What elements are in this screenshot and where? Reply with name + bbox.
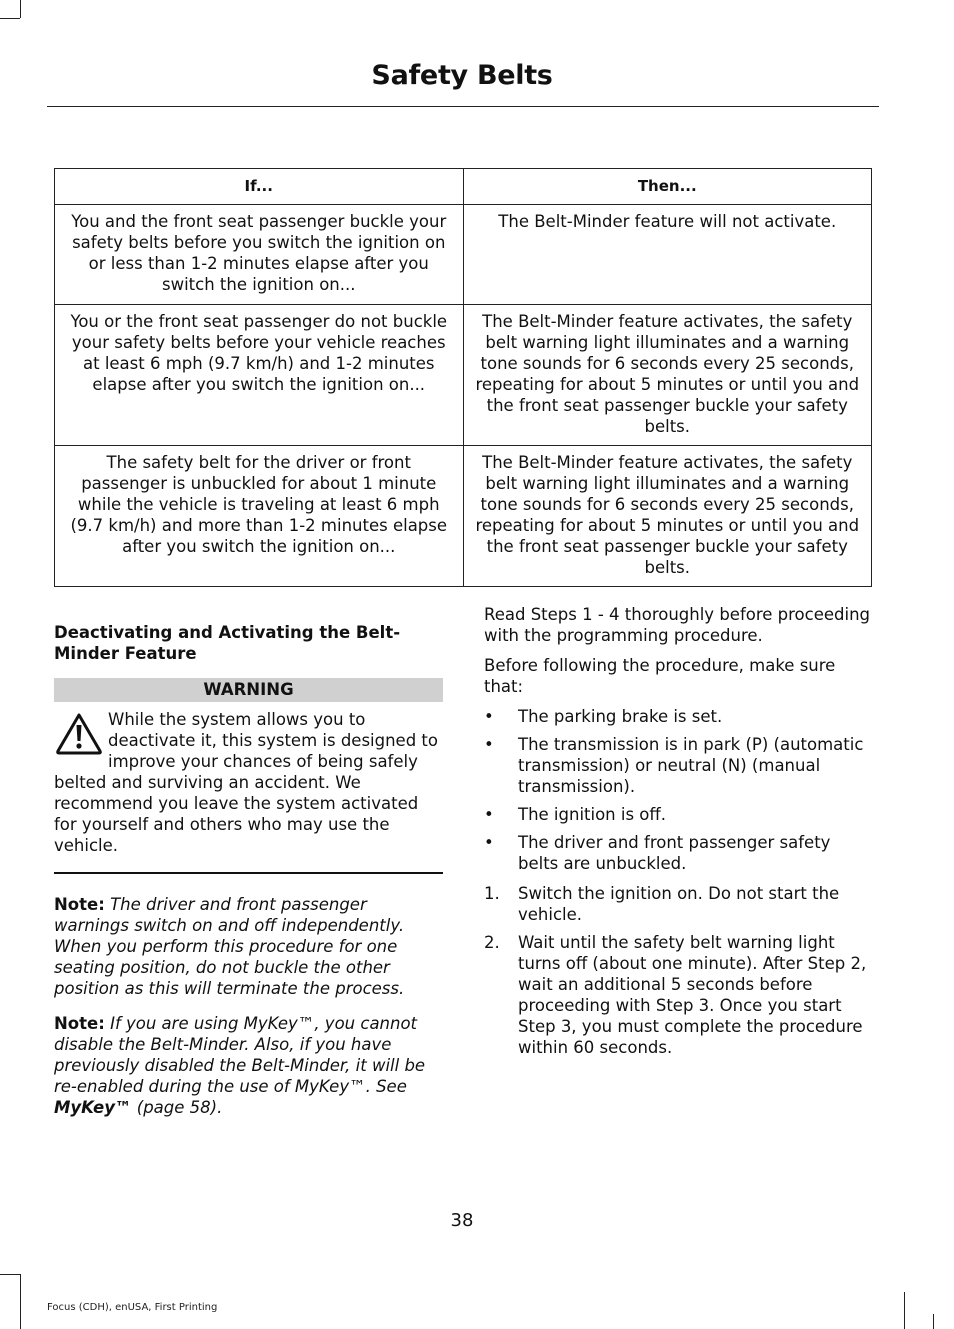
note-label: Note:	[54, 1014, 105, 1033]
crop-mark	[20, 1274, 21, 1329]
note-text: The driver and front passenger warnings switch on and off independently. When you perform this procedure for one seating position, do not buckle the other position as this will terminate the process.	[54, 895, 405, 998]
belt-minder-table	[54, 168, 872, 587]
step-number: 2.	[484, 933, 500, 952]
list-item: • The parking brake is set.	[484, 707, 723, 726]
warning-triangle-icon	[54, 711, 104, 757]
table-header-if: If...	[55, 169, 464, 205]
crop-mark	[904, 1292, 905, 1329]
table-cell-if: The safety belt for the driver or front passenger is unbuckled for about 1 minute while the vehicle is traveling at least 6 mph (9.7 km/h) and more than 1-2 minutes elapse after you switch the ignition on...	[55, 446, 464, 587]
table-row	[55, 205, 872, 305]
table-cell-if: You and the front seat passenger buckle your safety belts before you switch the ignition on or less than 1-2 minutes elapse after you switch the ignition on...	[55, 205, 464, 305]
warning-label: WARNING	[54, 678, 443, 702]
crop-mark	[0, 1274, 20, 1275]
table-cell-if: You or the front seat passenger do not buckle your safety belts before your vehicle reaches at least 6 mph (9.7 km/h) and 1-2 minutes elapse after you switch the ignition on...	[55, 305, 464, 446]
note-text: If you are using MyKey™, you cannot disable the Belt-Minder. Also, if you have previously disabled the Belt-Minder, it will be re-enabled during the use of MyKey™. See	[54, 1014, 426, 1096]
list-item: • The transmission is in park (P) (automatic transmission) or neutral (N) (manual transmission).	[484, 735, 864, 796]
table-header-then: Then...	[463, 169, 872, 205]
procedure-precondition: Before following the procedure, make sure that:	[484, 656, 836, 696]
table-row	[55, 305, 872, 446]
table-cell-then: The Belt-Minder feature activates, the safety belt warning light illuminates and a warning tone sounds for 6 seconds every 25 seconds, repeating for about 5 minutes or until you and the front seat passenger buckle your safety belts.	[463, 305, 872, 446]
table-row	[55, 446, 872, 587]
list-item: • The ignition is off.	[484, 805, 667, 824]
note-independent-warnings	[54, 894, 443, 999]
right-column	[484, 604, 874, 1065]
bullet-mark: •	[484, 833, 494, 852]
title-divider	[47, 106, 879, 107]
page-number: 38	[450, 1210, 474, 1231]
left-column	[54, 622, 443, 1118]
step-number: 1.	[484, 884, 500, 903]
precondition-list	[484, 706, 874, 874]
mykey-link[interactable]: MyKey™	[54, 1098, 132, 1117]
table-cell-then: The Belt-Minder feature will not activate.	[463, 205, 872, 305]
crop-mark	[20, 0, 21, 18]
procedure-intro: Read Steps 1 - 4 thoroughly before proceeding with the programming procedure.	[484, 605, 871, 645]
table-header-row	[55, 169, 872, 205]
note-label: Note:	[54, 895, 105, 914]
list-item: 1. Switch the ignition on. Do not start the vehicle.	[484, 884, 840, 924]
crop-mark	[0, 18, 20, 19]
footer-text: Focus (CDH), enUSA, First Printing	[47, 1302, 218, 1313]
page-reference: (page 58).	[136, 1098, 223, 1117]
warning-text: While the system allows you to deactivate it, this system is designed to improve your chances of being safely belted and surviving an accident. We recommend you leave the system activated for yourself and others who may use the vehicle.	[54, 710, 438, 855]
warning-divider	[54, 872, 443, 874]
procedure-steps	[484, 883, 874, 1058]
list-item: • The driver and front passenger safety belts are unbuckled.	[484, 833, 831, 873]
page-title: Safety Belts	[371, 60, 553, 91]
bullet-mark: •	[484, 707, 494, 726]
crop-mark	[933, 1314, 934, 1329]
note-mykey	[54, 1013, 443, 1118]
section-heading: Deactivating and Activating the Belt-Minder Feature	[54, 623, 401, 663]
bullet-mark: •	[484, 735, 494, 754]
list-item: 2. Wait until the safety belt warning light turns off (about one minute). After Step 2, wait an additional 5 seconds before proceeding with Step 3. Once you start Step 3, you must complete the procedure within 60 seconds.	[484, 933, 867, 1057]
bullet-mark: •	[484, 805, 494, 824]
warning-box	[54, 709, 443, 856]
table-cell-then: The Belt-Minder feature activates, the safety belt warning light illuminates and a warning tone sounds for 6 seconds every 25 seconds, repeating for about 5 minutes or until you and the front seat passenger buckle your safety belts.	[463, 446, 872, 587]
